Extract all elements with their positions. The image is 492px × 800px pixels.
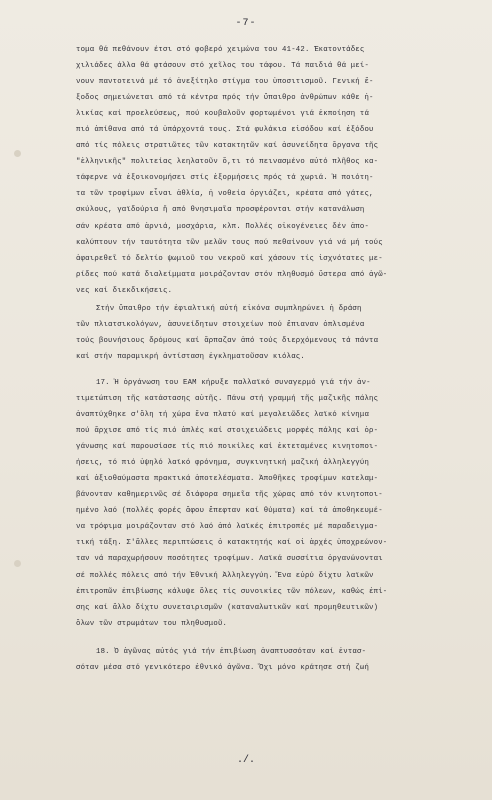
body-text bbox=[76, 42, 482, 676]
text-line: Στήν ὕπαιθρο τήν ἐφιαλτική αὐτή εἰκόνα συμπληρώνει ἡ δράση bbox=[96, 304, 362, 313]
text-line: σης καί ἄλλο δίχτυ συνεταιρισμῶν (καταναλωτικῶν καί προμηθευτικῶν) bbox=[76, 603, 379, 612]
text-line: ρίδες πού κατά διαλείμματα μοιράζονταν στόν πληθυσμό ὕστερα από ἀγῶ- bbox=[76, 270, 388, 279]
text-line: καί ἀξιοθαύμαστα πρακτικά ἀποτελέσματα. Ἀποθῆκες τροφίμων κατελαμ- bbox=[76, 475, 379, 484]
text-line: λικίας καί προελεύσεως, πού κουβαλοῦν φορτωμένοι γιά ἐκποίηση τά bbox=[76, 110, 370, 119]
text-line: 17. Ἡ ὀργάνωση του ΕΑΜ κήρυξε παλλαϊκό συναγερμό γιά τήν ἀν- bbox=[96, 378, 371, 387]
text-line: καί στήν παραμικρή ἀντίσταση ἐγκληματοῦσαν κιόλας. bbox=[76, 352, 305, 361]
text-line: ήσεις, τό πιό ὑψηλό λαϊκό φρόνημα, συγκινητική μαζική ἀλληλεγγύη bbox=[76, 459, 370, 468]
page-end-mark: ./. bbox=[236, 755, 255, 766]
paragraph bbox=[76, 42, 482, 299]
text-line: σάν κρέατα από ἀρνιά, μοσχάρια, κλπ. Πολλές οἰκογένειες δέν ἀπο- bbox=[76, 222, 370, 231]
text-line: ἀναπτύχθηκε σ'ὅλη τή χώρα ἕνα πλατύ καί μεγαλειῶδες λαϊκό κίνημα bbox=[76, 411, 370, 420]
text-line: ἐπιτροπῶν ἐπιβίωσης κάλυψε ὅλες τίς συνοικίες τῶν πόλεων, καθώς ἐπί- bbox=[76, 587, 388, 596]
page-number: -7- bbox=[235, 18, 257, 29]
text-line: "ἑλληνικῆς" πολιτείας λεηλατοῦν ὅ,τι τό πεινασμένο αὐτό πλῆθος κα- bbox=[76, 158, 379, 167]
text-line: ὅλων τῶν στρωμάτων του πληθυσμοῦ. bbox=[76, 619, 228, 628]
text-line: βάνονταν καθημερινῶς σέ διάφορα σημεῖα τῆς χώρας από τόν κινητοποι- bbox=[76, 491, 383, 500]
text-line: χιλιάδες άλλα θά φτάσουν στό χεῖλος του τάφου. Τά παιδιά θά μεί- bbox=[76, 62, 370, 71]
text-line: τάφερνε νά ἐξοικονομήσει στίς ἐξορμήσεις πρός τά χωριά. Ἡ ποιότη- bbox=[76, 174, 374, 183]
text-line: τούς βουνήσιους δρόμους καί ἅρπαζαν ἀπό τούς διερχόμενους τά πάντα bbox=[76, 336, 379, 345]
text-line: σκύλους, γαϊδούρια ἤ από θνησιμαῖα προσφέρονται στήν κατανάλωση bbox=[76, 206, 365, 215]
text-line: πιό ἀπίθανα από τά ὑπάρχοντά τους. Στά φυλάκια εἰσόδου καί ἐξόδου bbox=[76, 126, 374, 135]
text-line: τῶν πλιατσικολόγων, ἀσυνείδητων στοιχείων πού ἔπιαναν ὁπλισμένα bbox=[76, 320, 365, 329]
text-line: νες καί διεκδικήσεις. bbox=[76, 286, 173, 295]
punch-hole-mark bbox=[14, 150, 21, 157]
text-line: τα τῶν τροφίμων εἶναι ἀθλία, ἡ νοθεία ὀργιάζει, κρέατα από γάτες, bbox=[76, 190, 374, 199]
text-line: 18. Ὁ ἀγῶνας αὐτός γιά τήν ἐπιβίωση ἀναπτυσσόταν καί ἐντασ- bbox=[96, 647, 367, 656]
text-line: σέ πολλές πόλεις από τήν Ἐθνική Ἀλληλεγγύη. Ἕνα εὐρύ δίχτυ λαϊκῶν bbox=[76, 571, 374, 580]
text-line: ξοδος σημειώνεται από τά κέντρα πρός τήν ὕπαιθρο ἀνθρώπων κάθε ἡ- bbox=[76, 94, 374, 103]
text-line: γάνωσης καί παρουσίασε τίς πιό ποικίλες καί ἐκτεταμένες κινητοποι- bbox=[76, 443, 379, 452]
text-line: τομα θά πεθάνουν έτσι στό φοβερό χειμώνα του 41-42. Έκατοντάδες bbox=[76, 46, 365, 54]
punch-hole-mark bbox=[14, 560, 21, 567]
paragraph bbox=[76, 301, 482, 365]
text-line: σόταν μέσα στό γενικότερο ἐθνικό ἀγῶνα. Ὄχι μόνο κράτησε στή ζωή bbox=[76, 663, 370, 672]
text-line: πού ἄρχισε από τίς πιό ἁπλές καί στοιχειώδεις μορφές πάλης καί ὀρ- bbox=[76, 427, 379, 436]
text-line: τιμετώπιση τῆς κατάστασης αὐτῆς. Πάνω στή γραμμή τῆς μαζικῆς πάλης bbox=[76, 394, 379, 403]
text-line: από τίς πόλεις στρατιῶτες τῶν κατακτητῶν καί ἀσυνείδητα ὄργανα τῆς bbox=[76, 142, 379, 151]
paragraph bbox=[76, 375, 482, 632]
text-line: τική τάξη. Σ'ἄλλες περιπτώσεις ὁ κατακτητής καί οἱ ἀρχές ὑποχρεώνον- bbox=[76, 539, 388, 548]
text-line: να τρόφιμα μοιράζονταν στό λαό ἀπό λαϊκές ἐπιτροπές μέ παραδειγμα- bbox=[76, 523, 379, 532]
text-line: ἀφαιρεθεῖ τό δελτίο ψωμιοῦ του νεκροῦ καί χάσουν τίς ἰσχνότατες με- bbox=[76, 254, 383, 263]
text-line: καλύπτουν τήν ταυτότητα τῶν μελῶν τους πού πεθαίνουν γιά νά μή τούς bbox=[76, 238, 383, 247]
text-line: νουν παντοτεινά μέ τό ἀνεξίτηλο στίγμα του ὑποσιτισμοῦ. Γενική ἔ- bbox=[76, 78, 374, 87]
text-line: ημένο λαό (πολλές φορές ἄφου ἔπεφταν καί θύματα) καί τά ἀποθηκευμέ- bbox=[76, 507, 383, 516]
text-line: ταν νά παραχωρήσουν ποσότητες τροφίμων. Λαϊκά συσσίτια ὀργανώνονται bbox=[76, 555, 383, 564]
paragraph bbox=[76, 644, 482, 676]
